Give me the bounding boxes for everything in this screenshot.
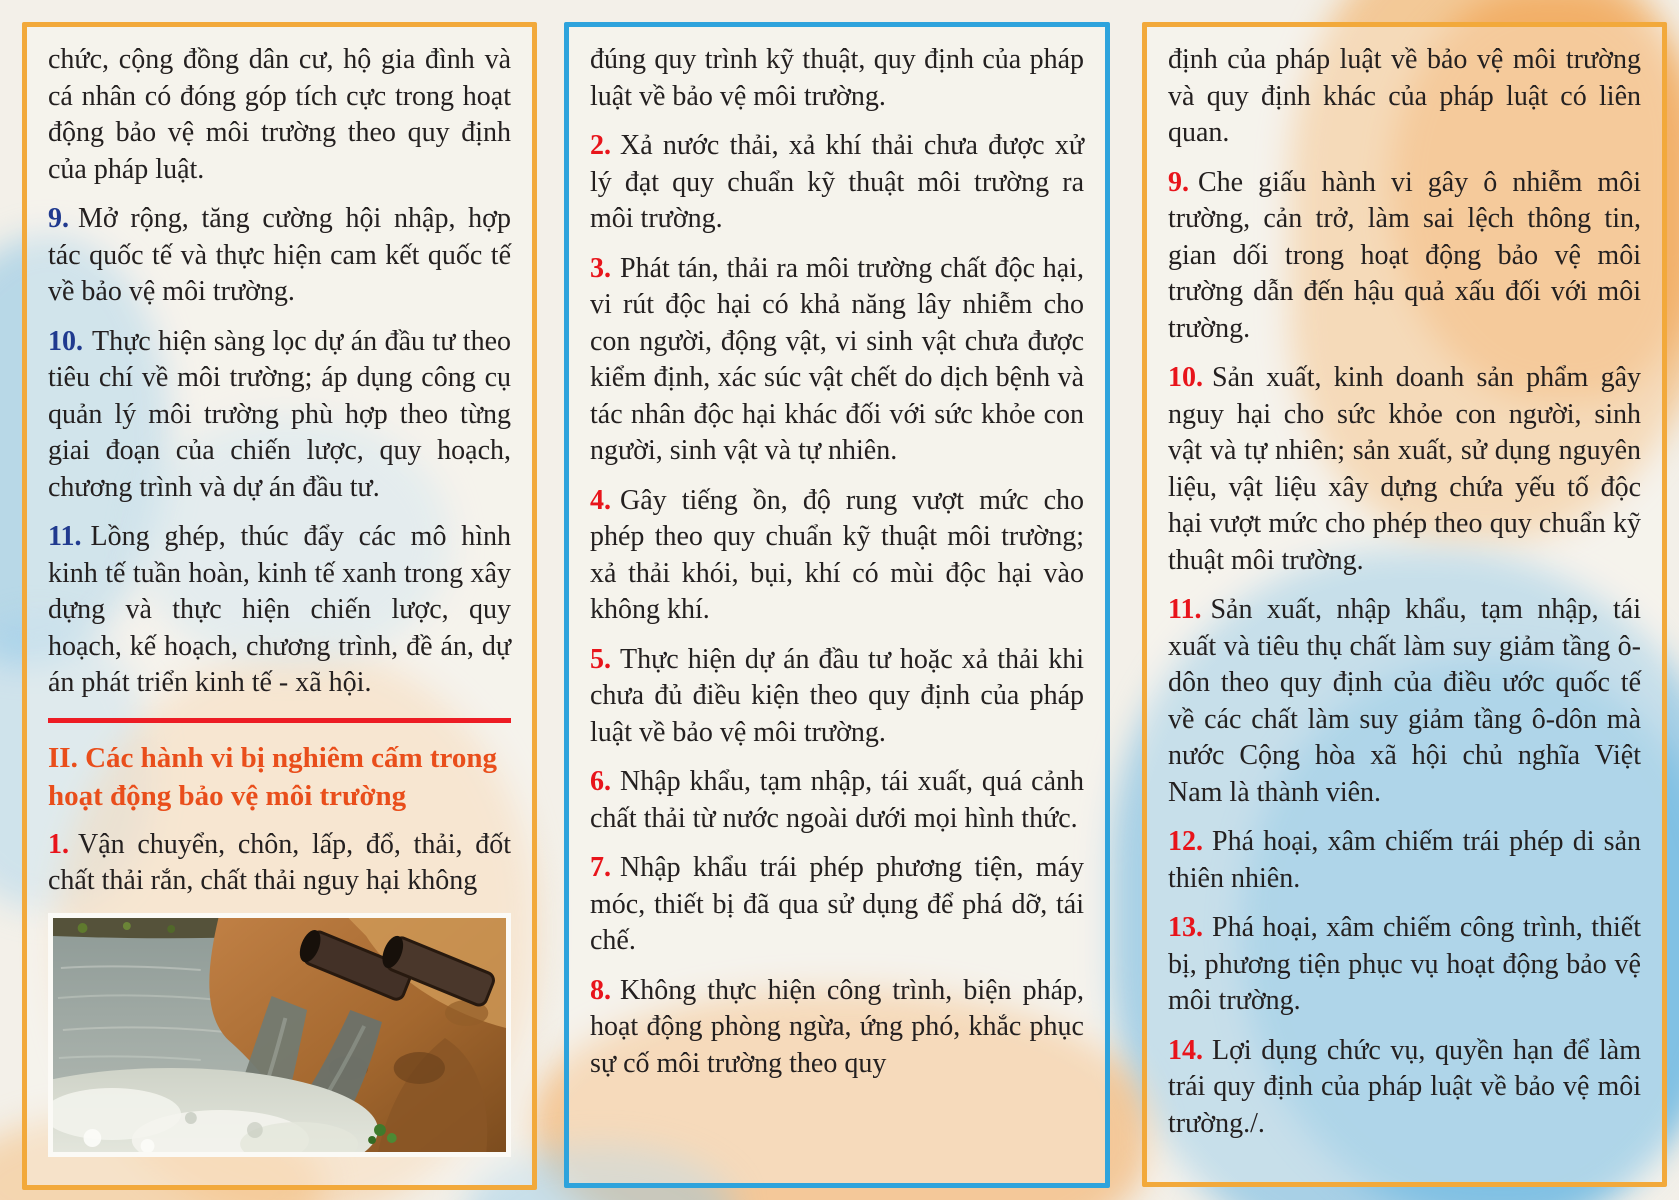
list-item xyxy=(1168,1033,1641,1143)
panel-left xyxy=(22,22,537,1190)
item-number: 9. xyxy=(48,203,69,234)
list-item xyxy=(48,519,511,702)
panel-middle xyxy=(564,22,1110,1188)
item-text: Nhập khẩu, tạm nhập, tái xuất, quá cảnh chất thải từ nước ngoài dưới mọi hình thức. xyxy=(590,766,1084,834)
list-item xyxy=(1168,910,1641,1020)
item-number: 10. xyxy=(1168,362,1203,393)
panel-right xyxy=(1142,22,1667,1187)
wastewater-discharge-photo xyxy=(53,918,506,1152)
list-item xyxy=(1168,592,1641,811)
item-text: Sản xuất, kinh doanh sản phẩm gây nguy hại cho sức khỏe con người, sinh vật và tự nhiên; sản xuất, sử dụng nguyên liệu, vật liệu xây dựng chứa yếu tố độc hại vượt mức cho phép theo quy chuẩn kỹ thuật môi trường. xyxy=(1168,362,1641,576)
item-number: 12. xyxy=(1168,826,1203,857)
pollution-photo-frame xyxy=(48,913,511,1157)
item-text: Che giấu hành vi gây ô nhiễm môi trường, cản trở, làm sai lệch thông tin, gian dối trong hoạt động bảo vệ môi trường dẫn đến hậu quả xấu đối với môi trường. xyxy=(1168,166,1641,344)
item-number: 7. xyxy=(590,852,611,883)
item-number: 3. xyxy=(590,252,611,284)
list-item xyxy=(1168,824,1641,897)
list-item xyxy=(590,764,1084,837)
item-text: Thực hiện sàng lọc dự án đầu tư theo tiêu chí về môi trường; áp dụng công cụ quản lý môi trường phù hợp theo từng giai đoạn của chiến lược, quy hoạch, chương trình và dự án đầu tư. xyxy=(48,325,511,503)
item-text: Phá hoại, xâm chiếm trái phép di sản thiên nhiên. xyxy=(1168,826,1641,894)
item-number: 6. xyxy=(590,766,611,797)
panel-middle-content xyxy=(569,27,1105,1098)
item-number: 1. xyxy=(48,828,69,860)
red-divider-line xyxy=(48,718,511,723)
item-text: Sản xuất, nhập khẩu, tạm nhập, tái xuất và tiêu thụ chất làm suy giảm tầng ô-dôn theo quy định của điều ước quốc tế về các chất làm suy giảm tầng ô-dôn mà nước Cộng hòa xã hội chủ nghĩa Việt Nam là thành viên. xyxy=(1168,594,1641,808)
item-text: Vận chuyển, chôn, lấp, đổ, thải, đốt chất thải rắn, chất thải nguy hại không xyxy=(48,828,511,896)
list-item xyxy=(590,642,1084,752)
item-number: 11. xyxy=(48,521,82,552)
paragraph-continuation xyxy=(590,42,1084,115)
list-item xyxy=(48,201,511,311)
paragraph-continuation xyxy=(48,42,511,188)
list-item xyxy=(48,324,511,507)
list-item xyxy=(590,483,1084,629)
item-number: 2. xyxy=(590,130,611,161)
paragraph-text: chức, cộng đồng dân cư, hộ gia đình và cá nhân có đóng góp tích cực trong hoạt động bảo vệ môi trường theo quy định của pháp luật. xyxy=(48,44,511,185)
item-text: Lồng ghép, thúc đẩy các mô hình kinh tế tuần hoàn, kinh tế xanh trong xây dựng và thực hiện chiến lược, quy hoạch, kế hoạch, chương trình, đề án, dự án phát triển kinh tế - xã hội. xyxy=(48,521,511,698)
item-number: 13. xyxy=(1168,912,1203,943)
list-item xyxy=(590,251,1084,470)
panel-right-content xyxy=(1147,27,1662,1158)
list-item xyxy=(48,827,511,900)
item-number: 5. xyxy=(590,643,611,675)
item-text: Không thực hiện công trình, biện pháp, hoạt động phòng ngừa, ứng phó, khắc phục sự cố môi trường theo quy xyxy=(590,974,1084,1079)
list-item xyxy=(1168,360,1641,579)
item-text: Thực hiện dự án đầu tư hoặc xả thải khi chưa đủ điều kiện theo quy định của pháp luật về bảo vệ môi trường. xyxy=(590,643,1084,748)
item-text: Nhập khẩu trái phép phương tiện, máy móc, thiết bị đã qua sử dụng để phá dỡ, tái chế. xyxy=(590,852,1084,956)
item-number: 4. xyxy=(590,484,611,516)
list-item xyxy=(590,128,1084,238)
item-number: 14. xyxy=(1168,1034,1203,1066)
section-heading: II. Các hành vi bị nghiêm cấm trong hoạt động bảo vệ môi trường xyxy=(48,741,498,812)
item-text: Phá hoại, xâm chiếm công trình, thiết bị, phương tiện phục vụ hoạt động bảo vệ môi trường. xyxy=(1168,912,1641,1016)
item-text: Lợi dụng chức vụ, quyền hạn để làm trái quy định của pháp luật về bảo vệ môi trường./. xyxy=(1168,1034,1641,1139)
item-text: Gây tiếng ồn, độ rung vượt mức cho phép theo quy chuẩn kỹ thuật môi trường; xả thải khói, bụi, khí có mùi độc hại vào không khí. xyxy=(590,484,1084,625)
list-item xyxy=(1168,165,1641,348)
paragraph-text: định của pháp luật về bảo vệ môi trường và quy định khác của pháp luật có liên quan. xyxy=(1168,44,1641,148)
item-number: 10. xyxy=(48,325,83,357)
item-text: Xả nước thải, xả khí thải chưa được xử lý đạt quy chuẩn kỹ thuật môi trường ra môi trường. xyxy=(590,130,1084,234)
paragraph-continuation xyxy=(1168,42,1641,152)
list-item xyxy=(590,850,1084,960)
paragraph-text: đúng quy trình kỹ thuật, quy định của pháp luật về bảo vệ môi trường. xyxy=(590,44,1084,112)
item-text: Phát tán, thải ra môi trường chất độc hại, vi rút độc hại có khả năng lây nhiễm cho con người, động vật, vi sinh vật chưa được kiểm định, xác súc vật chết do dịch bệnh và tác nhân độc hại khác đối với sức khỏe con người, sinh vật và tự nhiên. xyxy=(590,252,1084,466)
item-number: 9. xyxy=(1168,166,1189,198)
list-item xyxy=(590,973,1084,1083)
panel-left-content xyxy=(27,27,532,1173)
item-number: 11. xyxy=(1168,594,1202,625)
item-text: Mở rộng, tăng cường hội nhập, hợp tác quốc tế và thực hiện cam kết quốc tế về bảo vệ môi trường. xyxy=(48,203,511,307)
item-number: 8. xyxy=(590,974,611,1006)
